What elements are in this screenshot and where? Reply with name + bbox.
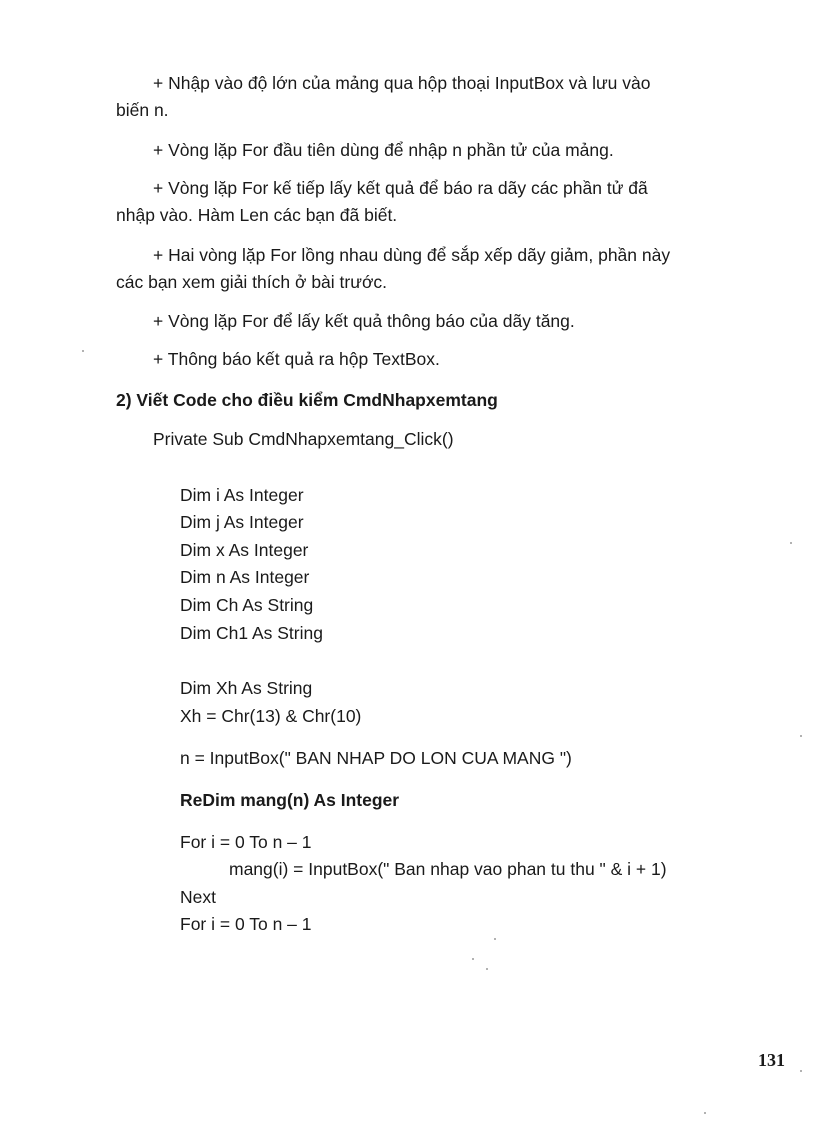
paragraph-line: các bạn xem giải thích ở bài trước. [116, 272, 388, 292]
code-line-redim: ReDim mang(n) As Integer [180, 790, 400, 810]
paragraph-line: biến n. [116, 100, 169, 120]
code-line: Dim x As Integer [180, 540, 309, 560]
code-line: Xh = Chr(13) & Chr(10) [180, 706, 362, 726]
scan-speck [790, 542, 792, 544]
scan-speck [800, 1070, 802, 1072]
scan-speck [486, 968, 488, 970]
scan-speck [472, 958, 474, 960]
code-line: Dim j As Integer [180, 512, 304, 532]
paragraph-line: + Vòng lặp For để lấy kết quả thông báo của dãy tăng. [153, 311, 575, 331]
code-line: For i = 0 To n – 1 [180, 832, 312, 852]
paragraph-line: + Hai vòng lặp For lồng nhau dùng để sắp xếp dãy giảm, phần này [153, 245, 671, 265]
code-sub-declaration: Private Sub CmdNhapxemtang_Click() [153, 429, 454, 449]
scan-speck [800, 735, 802, 737]
paragraph-line: + Nhập vào độ lớn của mảng qua hộp thoại InputBox và lưu vào [153, 73, 651, 93]
section-heading: 2) Viết Code cho điều kiểm CmdNhapxemtang [116, 390, 498, 410]
code-line: Dim i As Integer [180, 485, 304, 505]
paragraph-line: + Thông báo kết quả ra hộp TextBox. [153, 349, 440, 369]
scan-speck [494, 938, 496, 940]
paragraph-line: + Vòng lặp For đầu tiên dùng để nhập n phần tử của mảng. [153, 140, 614, 160]
paragraph-line: nhập vào. Hàm Len các bạn đã biết. [116, 205, 398, 225]
scan-speck [704, 1112, 706, 1114]
code-line: Dim Ch As String [180, 595, 314, 615]
code-line: mang(i) = InputBox(" Ban nhap vao phan tu thu " & i + 1) [229, 859, 667, 879]
code-line: Dim Xh As String [180, 678, 313, 698]
paragraph-line: + Vòng lặp For kế tiếp lấy kết quả để báo ra dãy các phần tử đã [153, 178, 648, 198]
code-line: Dim n As Integer [180, 567, 310, 587]
scan-speck [82, 350, 84, 352]
code-line: Next [180, 887, 216, 907]
page-number: 131 [758, 1050, 785, 1070]
code-line: n = InputBox(" BAN NHAP DO LON CUA MANG ") [180, 748, 572, 768]
code-line: For i = 0 To n – 1 [180, 914, 312, 934]
code-line: Dim Ch1 As String [180, 623, 323, 643]
